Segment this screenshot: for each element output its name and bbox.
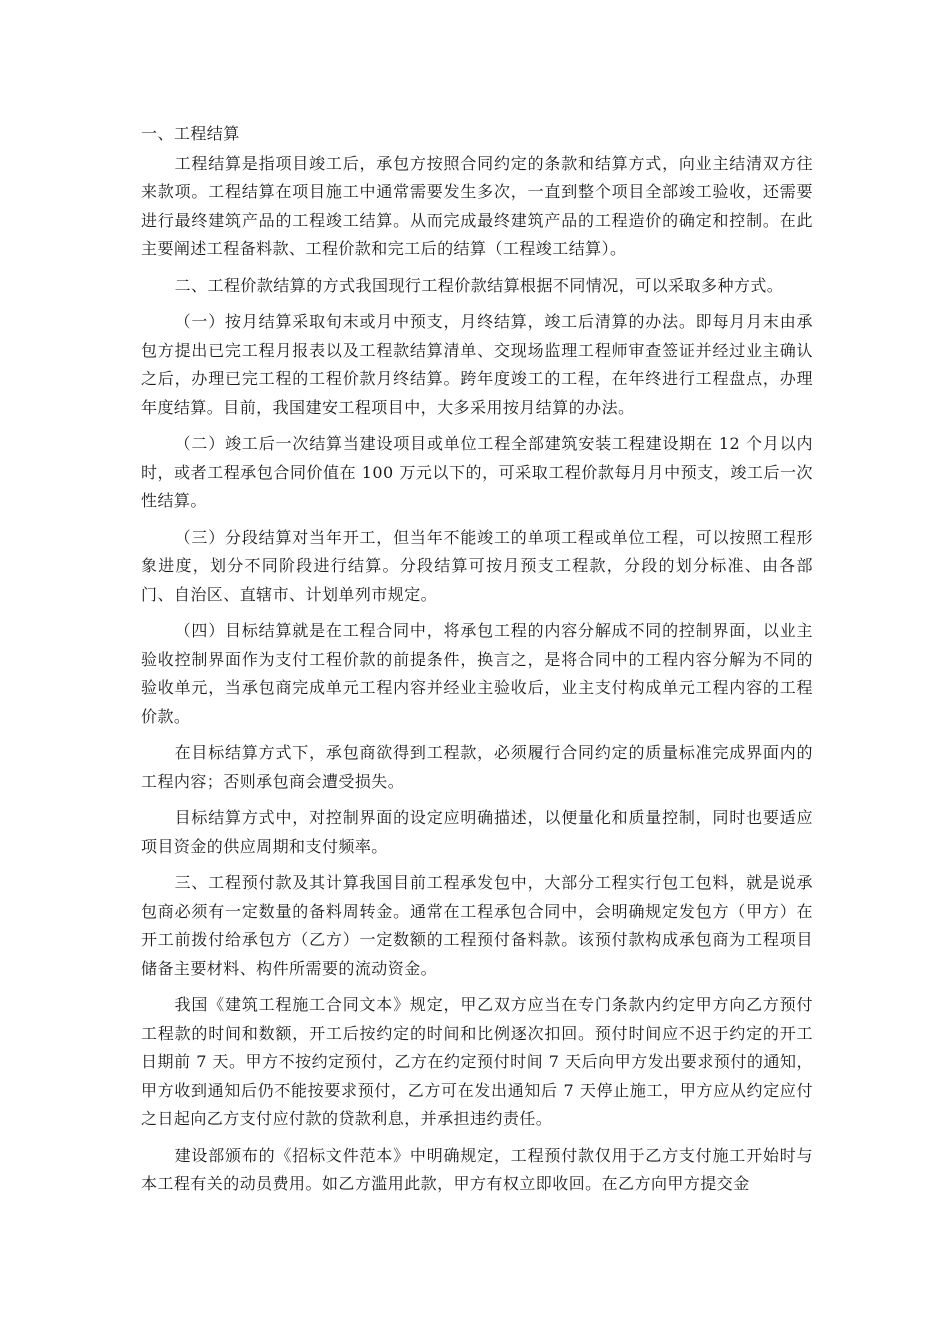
paragraph-section-two: 二、工程价款结算的方式我国现行工程价款结算根据不同情况，可以采取多种方式。 xyxy=(174,275,784,295)
section-heading: 一、工程结算 xyxy=(141,124,240,143)
paragraph-control-interface: 目标结算方式中，对控制界面的设定应明确描述，以便量化和质量控制，同时也要适应项目资金的供应周期和支付频率。 xyxy=(141,808,813,856)
paragraph-completion-settlement: （二）竣工后一次结算当建设项目或单位工程全部建筑安装工程建设期在 12 个月以内时，或者工程承包合同价值在 100 万元以下的，可采取工程价款每月月中预支，竣工后一次性结算。 xyxy=(141,434,813,510)
paragraph-target-mode: 在目标结算方式下，承包商欲得到工程款，必须履行合同约定的质量标准完成界面内的工程内容；否则承包商会遭受损失。 xyxy=(141,743,813,791)
paragraph-section-three: 三、工程预付款及其计算我国目前工程承发包中，大部分工程实行包工包料，就是说承包商必须有一定数量的备料周转金。通常在工程承包合同中，会明确规定发包方（甲方）在开工前拨付给承包方（乙方）一定数额的工程预付备料款。该预付款构成承包商为工程项目储备主要材料、构件所需要的流动资金。 xyxy=(141,873,813,978)
paragraph-definition: 工程结算是指项目竣工后，承包方按照合同约定的条款和结算方式，向业主结清双方往来款项。工程结算在项目施工中通常需要发生多次，一直到整个项目全部竣工验收，还需要进行最终建筑产品的工程竣工结算。从而完成最终建筑产品的工程造价的确定和控制。在此主要阐述工程备料款、工程价款和完工后的结算（工程竣工结算）。 xyxy=(141,153,813,258)
paragraph-contract-text: 我国《建筑工程施工合同文本》规定，甲乙双方应当在专门条款内约定甲方向乙方预付工程款的时间和数额，开工后按约定的时间和比例逐次扣回。预付时间应不迟于约定的开工日期前 7 天。甲方不按约定预付，乙方在约定预付时间 7 天后向甲方发出要求预付的通知，甲方收到通知后仍不能按要求预付，乙方可在发出通知后 7 天停止施工，甲方应从约定应付之日起向乙方支付应付款的贷款利息，并承担违约责任。 xyxy=(141,995,813,1128)
paragraph-phased-settlement: （三）分段结算对当年开工，但当年不能竣工的单项工程或单位工程，可以按照工程形象进度，划分不同阶段进行结算。分段结算可按月预支工程款，分段的划分标准、由各部门、自治区、直辖市、计划单列市规定。 xyxy=(141,527,813,604)
paragraph-bidding-template: 建设部颁布的《招标文件范本》中明确规定，工程预付款仅用于乙方支付施工开始时与本工程有关的动员费用。如乙方滥用此款，甲方有权立即收回。在乙方向甲方提交金 xyxy=(141,1145,813,1193)
paragraph-monthly-settlement: （一）按月结算采取旬末或月中预支，月终结算，竣工后清算的办法。即每月月末由承包方提出已完工程月报表以及工程款结算清单、交现场监理工程师审查签证并经过业主确认之后，办理已完工程的工程价款月终结算。跨年度竣工的工程，在年终进行工程盘点，办理年度结算。目前，我国建安工程项目中，大多采用按月结算的办法。 xyxy=(141,312,813,417)
paragraph-target-settlement: （四）目标结算就是在工程合同中，将承包工程的内容分解成不同的控制界面，以业主验收控制界面作为支付工程价款的前提条件，换言之，是将合同中的工程内容分解为不同的验收单元，当承包商完成单元工程内容并经业主验收后，业主支付构成单元工程内容的工程价款。 xyxy=(141,621,813,726)
document-body xyxy=(141,120,813,1207)
